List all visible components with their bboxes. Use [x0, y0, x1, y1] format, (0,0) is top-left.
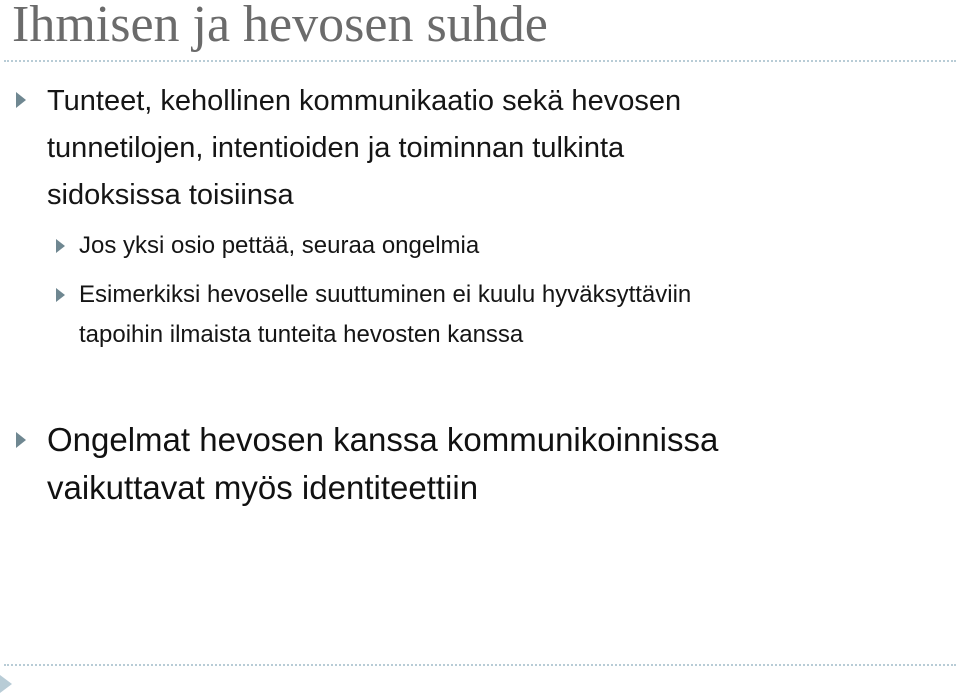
triangle-bullet-icon	[17, 93, 26, 107]
bullet-2-line-2: vaikuttavat myös identiteettiin	[47, 469, 479, 506]
bullet-2-line-1: Ongelmat hevosen kanssa kommunikoinnissa	[47, 421, 719, 458]
triangle-bullet-icon	[17, 433, 26, 447]
bullet-1-line-3: sidoksissa toisiinsa	[47, 179, 294, 211]
sub-bullet-1-line-1: Jos yksi osio pettää, seuraa ongelmia	[79, 232, 480, 259]
triangle-bullet-icon	[57, 240, 65, 252]
bottom-dotted-rule	[4, 664, 956, 666]
bullet-1-line-2: tunnetilojen, intentioiden ja toiminnan tulkinta	[47, 132, 625, 164]
triangle-bullet-icon	[57, 289, 65, 301]
sub-bullet-2-line-1: Esimerkiksi hevoselle suuttuminen ei kuulu hyväksyttäviin	[79, 281, 692, 308]
sub-bullet-2-line-2: tapoihin ilmaista tunteita hevosten kanssa	[79, 321, 524, 348]
slide-title: Ihmisen ja hevosen suhde	[12, 0, 548, 53]
corner-arrow-icon	[0, 675, 12, 693]
bullet-1-line-1: Tunteet, kehollinen kommunikaatio sekä hevosen	[47, 85, 682, 117]
top-dotted-rule	[4, 60, 956, 62]
